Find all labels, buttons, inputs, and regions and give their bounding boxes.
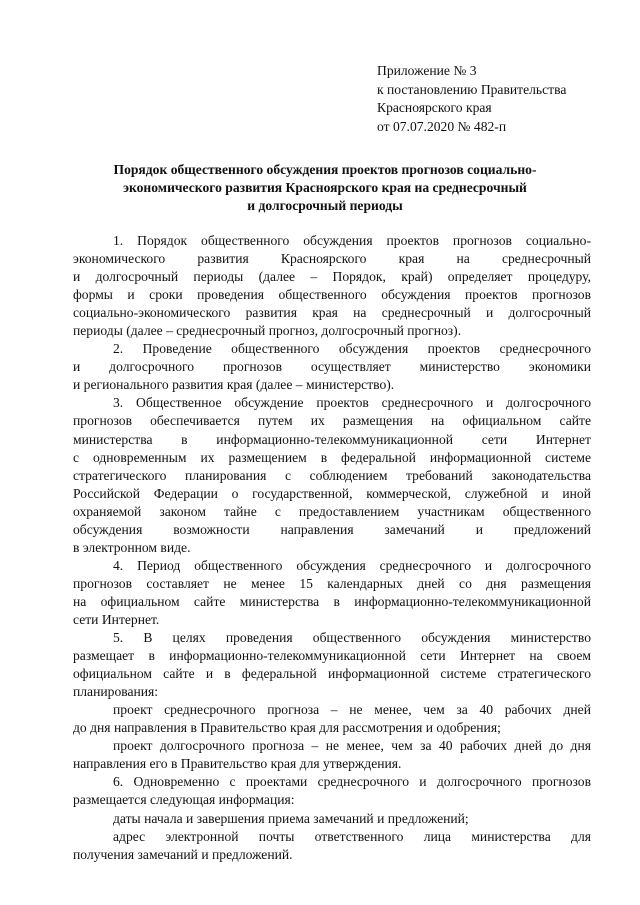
body-text-line: министерства в информационно-телекоммуникационной сети Интернет — [73, 431, 591, 447]
body-text-line: проект долгосрочного прогноза – не менее, чем за 40 рабочих дней до дня — [113, 738, 591, 754]
body-text-line: сети Интернет. — [73, 611, 160, 627]
body-text-line: и долгосрочный периоды (далее – Порядок, край) определяет процедуру, — [73, 269, 591, 285]
body-text-line: направления его в Правительство края для утверждения. — [73, 756, 402, 772]
body-text-line: проект среднесрочного прогноза – не менее, чем за 40 рабочих дней — [113, 702, 591, 718]
body-text-line: социально-экономического развития края на среднесрочный и долгосрочный — [73, 305, 591, 321]
body-text-line: получения замечаний и предложений. — [73, 846, 293, 862]
body-text-line: охраняемой законом тайне с предоставлением участникам общественного — [73, 503, 591, 519]
body-text-line: размещается следующая информация: — [73, 792, 295, 808]
body-text-line: до дня направления в Правительство края для рассмотрения и одобрения; — [73, 720, 501, 736]
document-title — [60, 161, 590, 216]
body-text-line: Российской Федерации о государственной, коммерческой, служебной и иной — [73, 485, 591, 501]
body-text-line: экономического развития Красноярского края на среднесрочный — [73, 251, 591, 267]
title-line: Порядок общественного обсуждения проектов прогнозов социально- — [113, 162, 537, 177]
body-text-line: стратегического планирования с соблюдением требований законодательства — [73, 467, 591, 483]
body-text-line: 2. Проведение общественного обсуждения проектов среднесрочного — [113, 341, 591, 357]
body-text-line: периоды (далее – среднесрочный прогноз, долгосрочный прогноз). — [73, 323, 462, 339]
body-text-line: даты начала и завершения приема замечаний и предложений; — [113, 810, 469, 826]
body-text-line: с одновременным их размещением в федеральной информационной системе — [73, 449, 591, 465]
body-text-line: прогнозов обеспечивается путем их размещения на официальном сайте — [73, 413, 591, 429]
body-text-line: планирования: — [73, 684, 159, 700]
document-body — [73, 232, 591, 864]
body-text-line: формы и сроки проведения общественного обсуждения проектов прогнозов — [73, 287, 591, 303]
body-text-line: и регионального развития края (далее – министерство). — [73, 377, 395, 393]
body-text-line: адрес электронной почты ответственного лица министерства для — [113, 828, 591, 844]
body-text-line: на официальном сайте министерства в информационно-телекоммуникационной — [73, 593, 591, 609]
appendix-line: Красноярского края — [377, 100, 492, 115]
body-text-line: прогнозов составляет не менее 15 календарных дней со дня размещения — [73, 575, 591, 591]
body-text-line: обсуждения возможности направления замечаний и предложений — [73, 521, 591, 537]
appendix-line: Приложение № 3 — [377, 63, 477, 78]
title-line: и долгосрочный периоды — [247, 198, 403, 214]
body-text-line: 6. Одновременно с проектами среднесрочного и долгосрочного прогнозов — [113, 774, 591, 790]
body-text-line: в электронном виде. — [73, 539, 191, 555]
body-text-line: и долгосрочного прогнозов осуществляет министерство экономики — [73, 359, 591, 375]
appendix-line: к постановлению Правительства — [377, 81, 567, 97]
body-text-line: официальном сайте и в федеральной информационной системе стратегического — [73, 666, 591, 682]
appendix-line: от 07.07.2020 № 482-п — [377, 118, 507, 134]
body-text-line: 5. В целях проведения общественного обсуждения министерство — [113, 630, 591, 646]
title-line: экономического развития Красноярского края на среднесрочный — [123, 180, 527, 196]
body-text-line: размещает в информационно-телекоммуникационной сети Интернет на своем — [73, 648, 591, 664]
body-text-line: 3. Общественное обсуждение проектов среднесрочного и долгосрочного — [113, 395, 591, 411]
appendix-header — [377, 62, 566, 136]
body-text-line: 4. Период общественного обсуждения среднесрочного и долгосрочного — [113, 557, 591, 573]
body-text-line: 1. Порядок общественного обсуждения проектов прогнозов социально- — [113, 233, 591, 248]
